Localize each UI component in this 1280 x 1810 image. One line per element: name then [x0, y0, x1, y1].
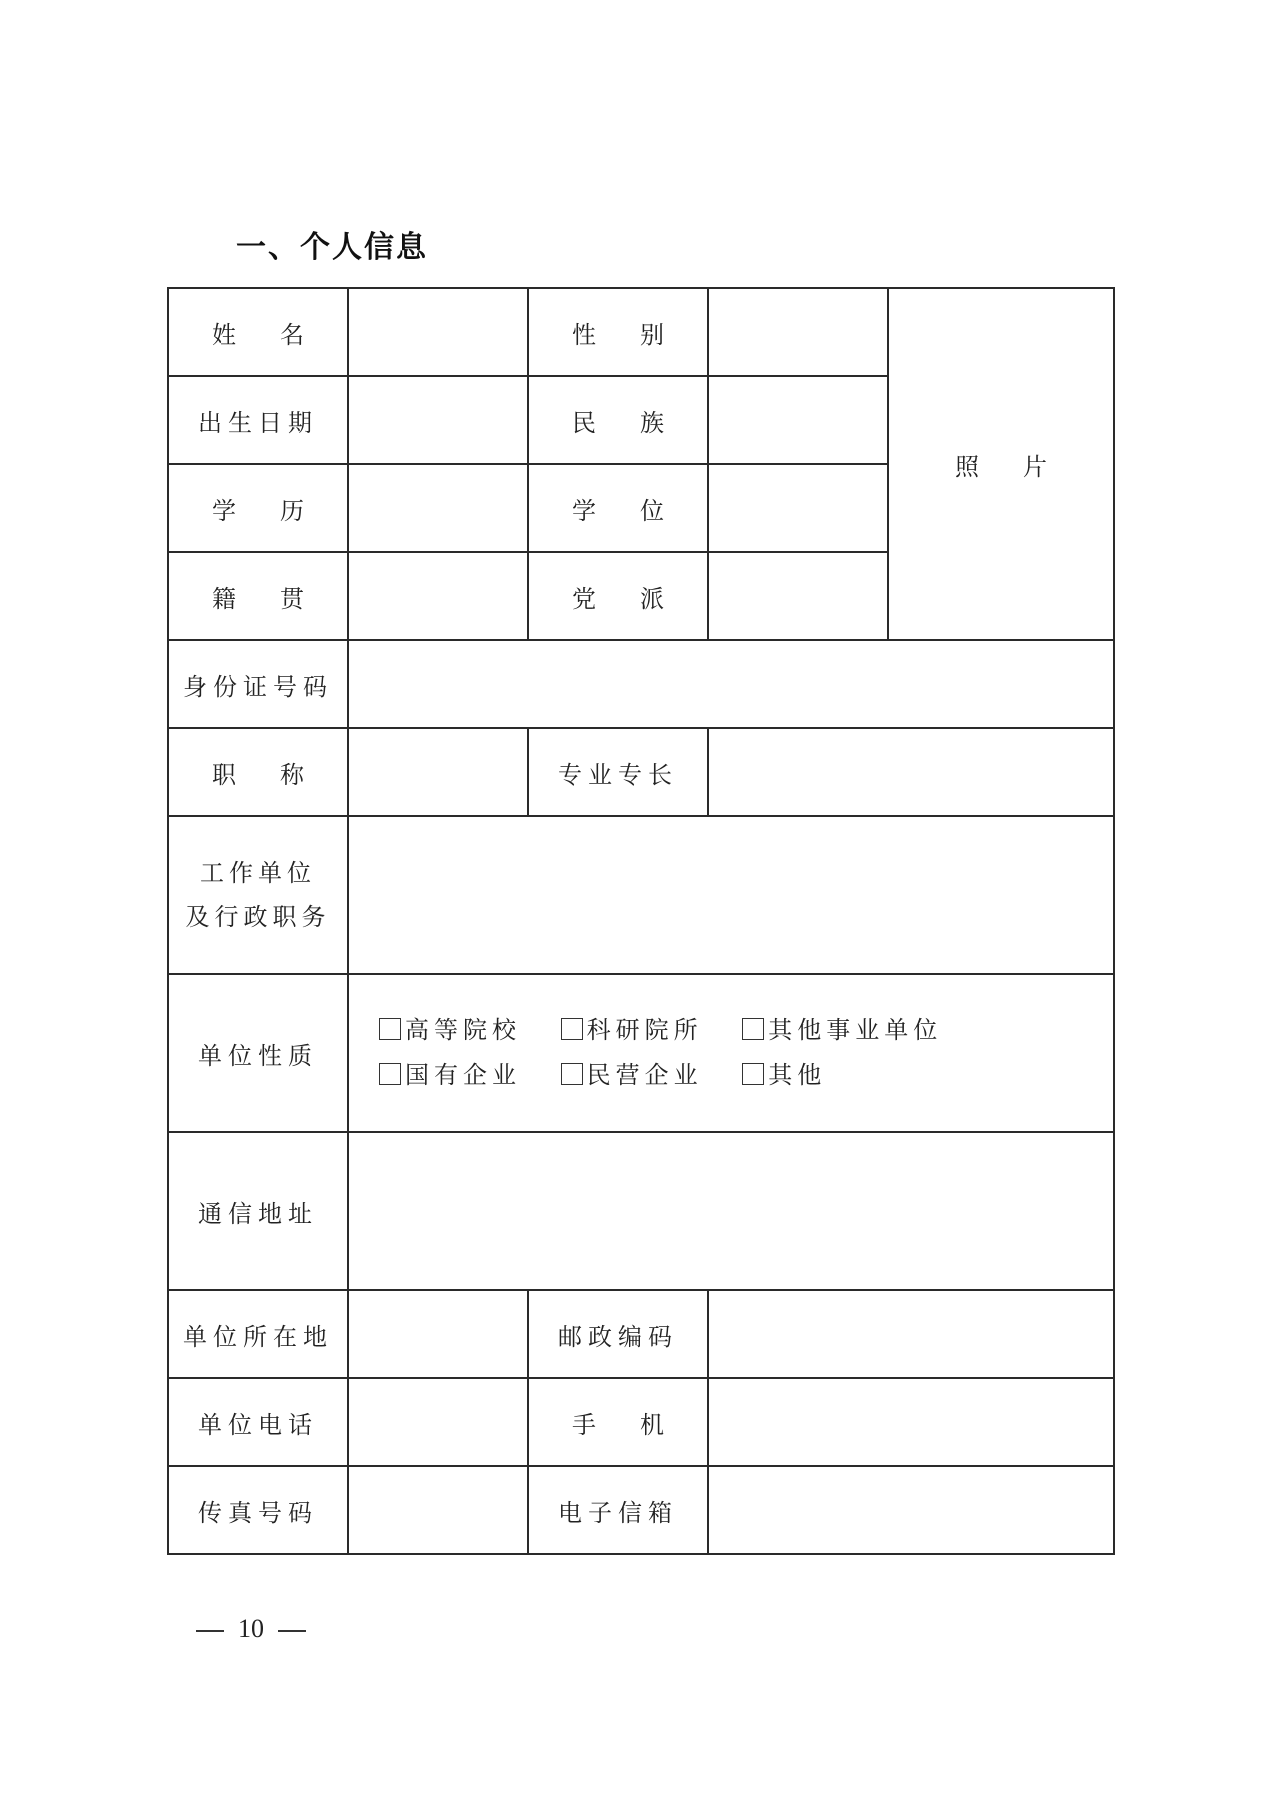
native-place-label: 籍 贯 [168, 552, 348, 640]
checkbox-icon[interactable] [561, 1063, 583, 1085]
checkbox-icon[interactable] [742, 1063, 764, 1085]
employer-label: 工作单位 及行政职务 [168, 816, 348, 974]
postal-code-label: 邮政编码 [528, 1290, 708, 1378]
ethnicity-field[interactable] [708, 376, 888, 464]
email-field[interactable] [708, 1466, 1114, 1554]
name-label: 姓 名 [168, 288, 348, 376]
degree-label: 学 位 [528, 464, 708, 552]
unit-type-option-state-owned[interactable]: 国有企业 [379, 1053, 535, 1098]
unit-location-field[interactable] [348, 1290, 528, 1378]
unit-type-label: 单位性质 [168, 974, 348, 1132]
unit-phone-label: 单位电话 [168, 1378, 348, 1466]
address-label: 通信地址 [168, 1132, 348, 1290]
gender-field[interactable] [708, 288, 888, 376]
unit-type-option-research-institute[interactable]: 科研院所 [561, 1008, 717, 1053]
checkbox-icon[interactable] [742, 1018, 764, 1040]
unit-type-option-other[interactable]: 其他 [742, 1053, 826, 1098]
native-place-field[interactable] [348, 552, 528, 640]
ethnicity-label: 民 族 [528, 376, 708, 464]
dash-right [278, 1630, 306, 1632]
education-label: 学 历 [168, 464, 348, 552]
page-number [182, 1614, 320, 1644]
title-rank-field[interactable] [348, 728, 528, 816]
unit-type-options [348, 974, 1114, 1132]
unit-type-option-other-institution[interactable]: 其他事业单位 [742, 1008, 942, 1053]
id-number-field[interactable] [348, 640, 1114, 728]
employer-field[interactable] [348, 816, 1114, 974]
photo-cell[interactable]: 照 片 [888, 288, 1114, 640]
unit-location-label: 单位所在地 [168, 1290, 348, 1378]
checkbox-icon[interactable] [379, 1063, 401, 1085]
specialty-field[interactable] [708, 728, 1114, 816]
gender-label: 性 别 [528, 288, 708, 376]
mobile-label: 手 机 [528, 1378, 708, 1466]
fax-field[interactable] [348, 1466, 528, 1554]
title-rank-label: 职 称 [168, 728, 348, 816]
unit-phone-field[interactable] [348, 1378, 528, 1466]
fax-label: 传真号码 [168, 1466, 348, 1554]
party-field[interactable] [708, 552, 888, 640]
birth-date-field[interactable] [348, 376, 528, 464]
id-number-label: 身份证号码 [168, 640, 348, 728]
email-label: 电子信箱 [528, 1466, 708, 1554]
checkbox-icon[interactable] [379, 1018, 401, 1040]
address-field[interactable] [348, 1132, 1114, 1290]
postal-code-field[interactable] [708, 1290, 1114, 1378]
specialty-label: 专业专长 [528, 728, 708, 816]
page-number-value: 10 [238, 1614, 264, 1643]
party-label: 党 派 [528, 552, 708, 640]
degree-field[interactable] [708, 464, 888, 552]
birth-date-label: 出生日期 [168, 376, 348, 464]
education-field[interactable] [348, 464, 528, 552]
name-field[interactable] [348, 288, 528, 376]
unit-type-option-private[interactable]: 民营企业 [561, 1053, 717, 1098]
section-title: 一、个人信息 [236, 230, 428, 265]
dash-left [196, 1630, 224, 1632]
unit-type-option-university[interactable]: 高等院校 [379, 1008, 535, 1053]
checkbox-icon[interactable] [561, 1018, 583, 1040]
personal-info-table [167, 287, 1115, 1555]
mobile-field[interactable] [708, 1378, 1114, 1466]
